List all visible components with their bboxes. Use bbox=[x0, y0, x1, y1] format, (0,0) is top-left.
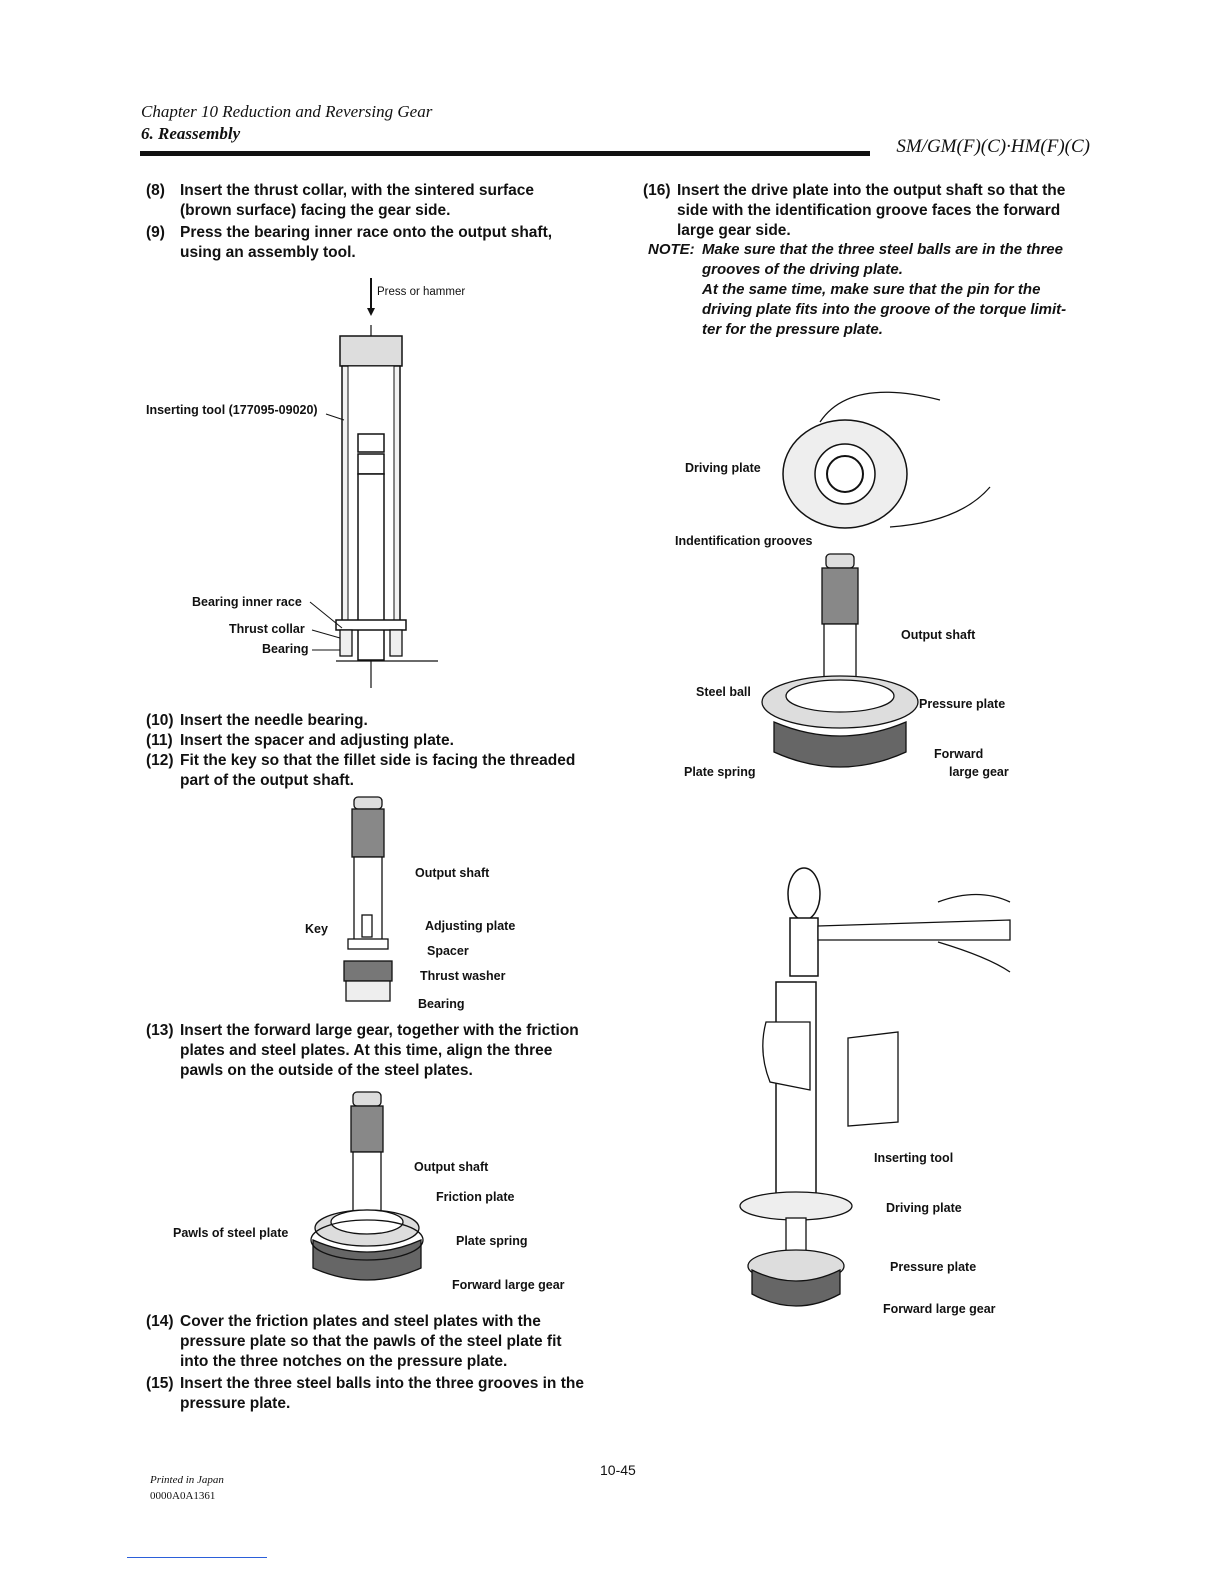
label-bearing-inner-race: Bearing inner race bbox=[192, 595, 302, 609]
step-text: Insert the three steel balls into the three grooves in the bbox=[180, 1375, 584, 1392]
step-text: large gear side. bbox=[677, 222, 791, 239]
footer-link-rule bbox=[127, 1557, 267, 1558]
label-plate-spring: Plate spring bbox=[456, 1234, 528, 1248]
step-text: part of the output shaft. bbox=[180, 772, 354, 789]
step-16 bbox=[643, 181, 1098, 243]
label-forward-large-gear: Forward large gear bbox=[452, 1278, 565, 1292]
step-number: (8) bbox=[146, 182, 165, 199]
label-identification-grooves: Indentification grooves bbox=[675, 534, 813, 548]
step-number: (10) bbox=[146, 712, 174, 729]
step-8 bbox=[146, 181, 596, 223]
step-number: (16) bbox=[643, 182, 671, 199]
label-forward-large-gear: Forward large gear bbox=[883, 1302, 996, 1316]
label-forward: Forward bbox=[934, 747, 984, 761]
label-pawls-of-steel-plate: Pawls of steel plate bbox=[173, 1226, 289, 1240]
step-number: (11) bbox=[146, 732, 173, 749]
note-label: NOTE: bbox=[648, 241, 695, 258]
step-10 bbox=[146, 711, 606, 731]
model-code: SM/GM(F)(C)·HM(F)(C) bbox=[896, 136, 1090, 157]
step-number: (14) bbox=[146, 1313, 174, 1330]
step-number: (13) bbox=[146, 1022, 174, 1039]
label-output-shaft: Output shaft bbox=[414, 1160, 489, 1174]
forward-gear-assembly-figure bbox=[305, 1088, 435, 1298]
step-11 bbox=[146, 731, 606, 751]
step-text: Insert the spacer and adjusting plate. bbox=[180, 732, 454, 749]
page-number: 10-45 bbox=[600, 1462, 636, 1478]
label-inserting-tool: Inserting tool (177095-09020) bbox=[146, 403, 318, 417]
label-steel-ball: Steel ball bbox=[696, 685, 751, 699]
label-output-shaft: Output shaft bbox=[415, 866, 490, 880]
step-14 bbox=[146, 1312, 606, 1374]
leader-line bbox=[312, 648, 342, 654]
note-block bbox=[648, 240, 1098, 342]
label-driving-plate: Driving plate bbox=[685, 461, 761, 475]
step-text: Cover the friction plates and steel plates with the bbox=[180, 1313, 541, 1330]
chapter-title: Chapter 10 Reduction and Reversing Gear bbox=[141, 102, 433, 121]
printed-in-japan: Printed in Japan bbox=[150, 1474, 224, 1486]
section-title: 6. Reassembly bbox=[141, 124, 241, 143]
step-text: plates and steel plates. At this time, align the three bbox=[180, 1042, 553, 1059]
step-text: pressure plate. bbox=[180, 1395, 291, 1412]
step-number: (15) bbox=[146, 1375, 174, 1392]
step-text: Fit the key so that the fillet side is facing the threaded bbox=[180, 752, 576, 769]
header-rule bbox=[140, 151, 870, 156]
label-bearing: Bearing bbox=[262, 642, 309, 656]
step-text: pawls on the outside of the steel plates. bbox=[180, 1062, 473, 1079]
note-text: grooves of the driving plate. bbox=[702, 261, 903, 278]
note-text: At the same time, make sure that the pin for the bbox=[702, 281, 1041, 298]
label-thrust-washer: Thrust washer bbox=[420, 969, 506, 983]
step-text: into the three notches on the pressure plate. bbox=[180, 1353, 508, 1370]
label-inserting-tool: Inserting tool bbox=[874, 1151, 954, 1165]
step-15 bbox=[146, 1374, 606, 1416]
step-text: Insert the forward large gear, together with the friction bbox=[180, 1022, 579, 1039]
label-pressure-plate: Pressure plate bbox=[919, 697, 1006, 711]
document-code: 0000A0A1361 bbox=[150, 1490, 216, 1502]
note-text: ter for the pressure plate. bbox=[702, 321, 883, 338]
hammer-insertion-figure bbox=[748, 862, 1028, 1322]
step-text: Insert the drive plate into the output shaft so that the bbox=[677, 182, 1066, 199]
step-13 bbox=[146, 1021, 606, 1083]
step-text: Insert the thrust collar, with the sintered surface bbox=[180, 182, 535, 199]
step-text: Insert the needle bearing. bbox=[180, 712, 368, 729]
step-text: pressure plate so that the pawls of the steel plate fit bbox=[180, 1333, 562, 1350]
note-text: driving plate fits into the groove of the torque limit- bbox=[702, 301, 1067, 318]
output-shaft-key-figure bbox=[330, 795, 410, 1010]
step-text: (brown surface) facing the gear side. bbox=[180, 202, 451, 219]
label-plate-spring: Plate spring bbox=[684, 765, 756, 779]
step-12 bbox=[146, 751, 606, 793]
label-thrust-collar: Thrust collar bbox=[229, 622, 305, 636]
step-9 bbox=[146, 223, 596, 265]
note-text: Make sure that the three steel balls are in the three bbox=[702, 241, 1063, 258]
leader-line bbox=[312, 628, 342, 642]
step-text: using an assembly tool. bbox=[180, 244, 356, 261]
label-friction-plate: Friction plate bbox=[436, 1190, 515, 1204]
label-adjusting-plate: Adjusting plate bbox=[425, 919, 516, 933]
label-pressure-plate: Pressure plate bbox=[890, 1260, 977, 1274]
label-large-gear: large gear bbox=[949, 765, 1009, 779]
label-output-shaft: Output shaft bbox=[901, 628, 976, 642]
label-key: Key bbox=[305, 922, 328, 936]
step-number: (9) bbox=[146, 224, 165, 241]
leader-line bbox=[326, 406, 348, 422]
step-text: side with the identification groove faces the forward bbox=[677, 202, 1061, 219]
label-spacer: Spacer bbox=[427, 944, 469, 958]
step-text: Press the bearing inner race onto the output shaft, bbox=[180, 224, 553, 241]
step-number: (12) bbox=[146, 752, 174, 769]
label-bearing: Bearing bbox=[418, 997, 465, 1011]
driving-plate-figure bbox=[760, 382, 1000, 792]
label-press-or-hammer: Press or hammer bbox=[377, 286, 466, 298]
label-driving-plate: Driving plate bbox=[886, 1201, 962, 1215]
